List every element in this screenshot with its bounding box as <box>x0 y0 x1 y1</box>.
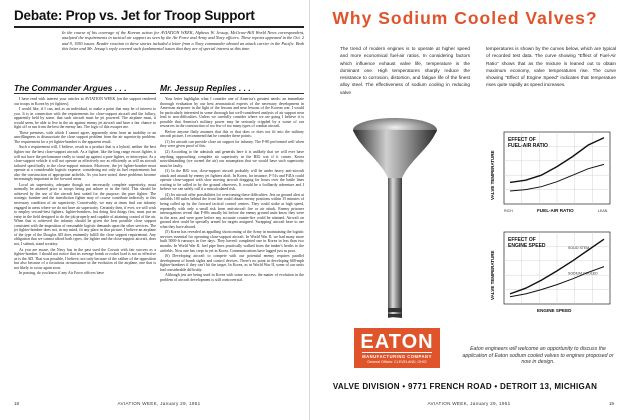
paragraph: (1) Jet aircraft can provide close air support for infantry. The F-80 performed well when they were given proof of this. <box>160 139 304 149</box>
eaton-wordmark: EATON <box>360 331 434 353</box>
commander-column-title: The Commander Argues . . . <box>14 83 127 93</box>
ad-note: Eaton engineers will welcome an opportunity to discuss the application of Eaton sodium cooled valves to engines proposed or now in design. <box>462 346 614 366</box>
logo-rule <box>362 352 432 353</box>
article-intro: In the course of his coverage of the Korean action for AVIATION WEEK, Alpheus W. Jessup, McGraw-Hill World News correspondent, analyzed the requirements in tactical air support as seen by the Air Force and Army and Navy officers. These reports appeared in the Oct. 2 and 9, 1950 issues. Reader reaction to these stories included a letter from a Navy commander aboard an attack carrier in the Pacific. Both this letter and Mr. Jessup's reply covered such fundamental issues that they are of special interest at this time. <box>62 30 304 52</box>
page-number: 18 <box>14 401 20 406</box>
paragraph: (2) According to the admirals and generals here it is unlikely that we will ever have anything approaching complete air superiority in the BIG war if it comes. Korea notwithstanding (we owned the air) our assumption that we would have such superiority must be faulty. <box>160 150 304 168</box>
paragraph: Before anyone flatly assumes that this or that does or does not fit into the military aircraft picture, I recommend that he consider these points: <box>160 129 304 139</box>
ad-body-left <box>340 45 470 96</box>
division-address: VALVE DIVISION • 9771 FRENCH ROAD • DETROIT 13, MICHIGAN <box>332 382 598 391</box>
jessup-column-text <box>160 97 304 389</box>
magazine-footer: AVIATION WEEK, January 29, 1951 <box>117 401 201 406</box>
ad-paragraph: The trend of modern engines is to operate at higher speed and more economical fuel-air ratios. In considering factors which influence exhaust valve life, temperature is the dominant one. High temperatures sharply reduce the resistance to corrosion, distortion, and fatigue life of the finest alloy steel. The effectiveness of sodium cooling in reducing valve <box>340 46 470 95</box>
chart-title: ENGINE SPEED <box>508 243 546 249</box>
paragraph: As you are aware, the Navy has in the past used the Corsair with fair success as a fighter-bomber. I should not notice that its average bomb or rocket load is not so effective as is the AD. That was possible, I believe, not only because of the caliber of the opposition but also because of a fortuitous circumstance in the evolution of the airplane, one that is not likely to occur again soon. <box>14 247 156 270</box>
right-page-ad <box>310 0 620 420</box>
chart-title: EFFECT OF <box>508 237 536 243</box>
x-tick-label: LEAN <box>598 209 608 213</box>
series-label: SODIUM COOLED <box>568 271 598 276</box>
valve-image <box>340 108 450 328</box>
paragraph: Although jets are being used in Korea with some success, the matter of evolution in the problem of aircraft development is still controversial. <box>160 273 304 282</box>
commander-column-text <box>14 97 156 389</box>
ad-paragraph: temperatures is shown by the curves below, which are typical of recorded test data. The curve showing "Effect of Fuel-Air Ratio" shows that as the mixture is leaned out to obtain maximum economy, valve temperatures rise. The curve showing "Effect of Engine Speed" indicates that temperature rises quite rapidly as speed increases. <box>486 46 616 88</box>
paragraph: I have read with interest your articles in AVIATION WEEK (on the support rendered our troops in Korea by jet fighters). <box>14 97 156 106</box>
y-axis-label: VALVE TEMPERATURE <box>490 150 495 200</box>
paragraph: These premises, with which I cannot agree, apparently stem from an inability or an unwillingness to disassociate the close support problem from the air superiority problem. The requirement for a jet fighter-bomber is the apparent result. <box>14 130 156 144</box>
article-headline: Debate: Prop vs. Jet for Troop Support <box>14 8 255 23</box>
valve-temperature-charts <box>480 128 616 324</box>
paragraph: (5) Korea has revealed an appalling shortcoming of the Army in maintaining the logistic services essential for operating close-support aircraft. In World War II, we had many more built 5000-ft runways in five days. They haven't completed one in Korea in less than two months. In World War II, fuel pipe lines practically walked from the tanker's berths to the airfields. Now one has crept in yet in Korea. Communications have lagged just as poor. <box>160 230 304 253</box>
paragraph: (3) In the BIG war, close-support aircraft probably will be under heavy anti-aircraft attack and assault by enemy jet fighters aloft. In Korea, for instance, F-51s and F4Us could operate close-support with slow moving aircraft dragging for hours over the battle lines waiting to be called in by the ground observers. It would be a foolhardy adventure and I believe we can safely call it a miscalculated risk. <box>160 169 304 192</box>
paragraph: (6) Developing aircraft to compete with our potential enemy requires parallel development of bomb sights and control devices. There's no point in developing 600-mph fighter-bombers if they can't hit the target. In Korea, as in World War II, some of our units had considerable difficulty. <box>160 254 304 272</box>
ad-title: Why Sodium Cooled Valves? <box>332 8 598 28</box>
paragraph: Your letter highlights what I consider one of America's greatest needs: an immediate thorough evaluation by our best aeronautical experts of the necessary development in American airpower in the light of the lessons and near lessons of the Korean war. I would be particularly interested in some thorough but well-considered analysis of air support near lead to non-difficulties. Unless we carefully consider where we are going I believe it is possible that America's military power may be seriously crippled by a waste of our resources in the construction of too few of too many types of combat aircraft. <box>160 97 304 129</box>
paragraph: In passing, do you know if any Air Force officers have <box>19 271 104 276</box>
column-rule <box>14 93 156 94</box>
page-number: 19 <box>608 401 614 406</box>
ad-body-right <box>486 45 616 89</box>
eaton-offices-line: General Offices: CLEVELAND, OHIO <box>367 360 427 364</box>
paragraph: (4) Jet aircraft offer possibilities for overcoming these difficulties. Jets on ground alert at airfields 100 miles behind the front line could obtain enemy positions within 15 minutes of being called up by the forward tactical control centers. They could strike at high speed, repeatedly with only a small risk from anti-aircraft fire or air attack. Enemy prisoner interrogations reveal that F-80s usually hit before the enemy ground units know they were in the area, and were gone before any accurate counter-fire could be attained. Aircraft on ground alert could be specially armed for targets assigned. 'Swapping' aircraft have to use what they have aboard. <box>160 192 304 229</box>
paragraph: Local air superiority, adequate though not necessarily complete superiority, must normally be attained prior to troops being put ashore or in the field. This should be achieved by the use of the aircraft best suited for the purpose: the pure fighter. The strategic bomber and the interdiction fighter may of course contribute indirectly to this necessary condition of air superiority. Conceivably, we may at times find our infantry engaged in areas where we do not have air superiority. Certainly then, if ever, we will wish to employ second-best fighters, fighter-bombers, but doing first things first, must put an entry in the field designed to do the job properly and capable of attaining control of the air. When that is achieved the infantry should be given the best possible close support consistent with the imposition of reasonable logistic demands upon the other services. The jet fighter-bomber does not, in my mind, fit any place in that picture. I believe an airplane of the type of the Douglas AD does eminently fulfill the close support requirement. Any obligation that we cannot afford both types, the fighter and the close-support aircraft, does not, I submit, stand scrutiny. <box>14 182 156 246</box>
magazine-footer: AVIATION WEEK, January 29, 1951 <box>427 401 511 406</box>
series-label: SOLID STEM <box>568 246 590 251</box>
paragraph: I would like, if I can, and as an individual, to make a point that may be of interest to you. It is in connection with the requirements for close-support aircraft and the fallacy, apparently held by some, that such aircraft must be jet powered. The airplane must, it would seem, be able to live in the air against enemy jet aircraft and have a fair chance to fight off or run from the best the enemy has. The logic of this escapes me. <box>14 107 156 130</box>
eaton-company-line: MANUFACTURING COMPANY <box>362 354 432 359</box>
x-tick-label: RICH <box>504 209 513 213</box>
charts-panel <box>480 128 616 324</box>
eaton-logo <box>354 328 440 368</box>
chart-title: FUEL-AIR RATIO <box>508 143 548 149</box>
chart-title: EFFECT OF <box>508 137 536 143</box>
x-axis-label: ENGINE SPEED <box>537 308 572 313</box>
x-axis-label: FUEL-AIR RATIO <box>537 208 574 213</box>
jessup-column-title: Mr. Jessup Replies . . . <box>160 83 251 93</box>
column-rule <box>160 93 304 94</box>
paragraph: Such a requirement will, I believe, result in a product that is a hybrid, neither the best fighter nor the best close-support aircraft. As a fighter, like the long range escort fighter, it will not have the performance really to stand up against a pure fighter, or interceptor. As a close-support vehicle it will not operate as effectively nor as efficiently as will an aircraft tailored specifically to the close-support mission. Moreover, the jet fighter-bomber must operate at a considerable logistic expense, considering not only its fuel requirements but also the construction of appropriate airfields. As you have noted, these problems become increasingly important in the forward areas. <box>14 145 156 182</box>
headline-rule <box>14 26 304 28</box>
y-axis-label: VALVE TEMPERATURE <box>490 250 495 300</box>
